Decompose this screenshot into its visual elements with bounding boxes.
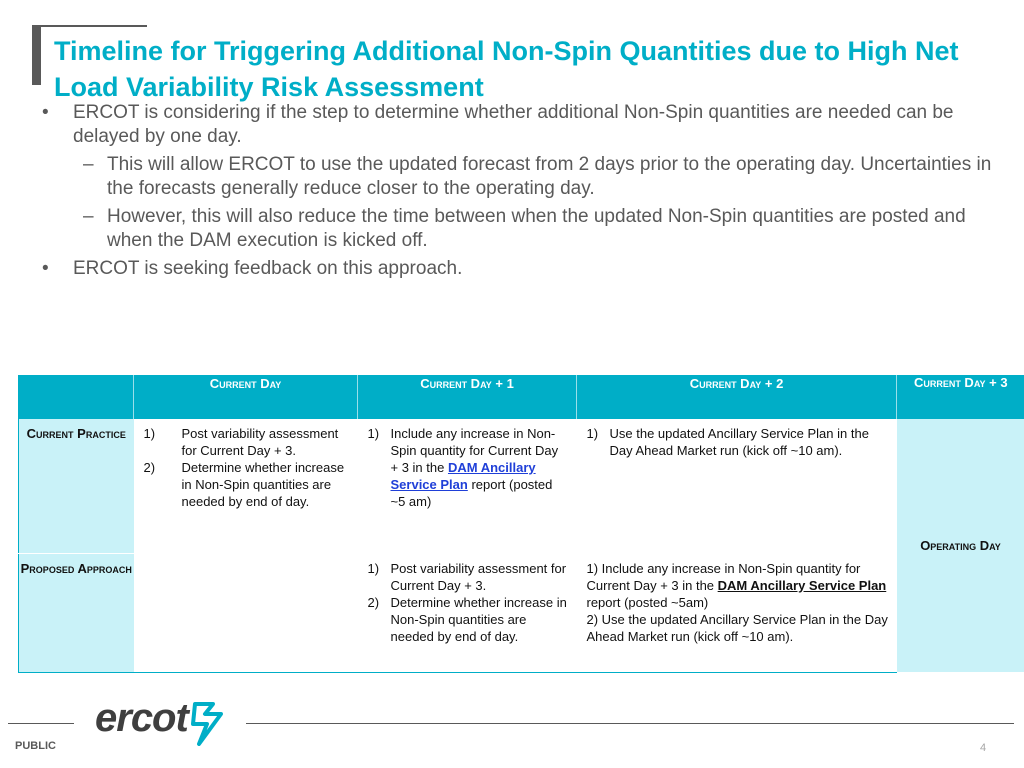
header-cell-empty xyxy=(19,375,134,419)
timeline-table xyxy=(18,375,1024,673)
logo-wordmark: ercot xyxy=(95,696,188,740)
bullet-dash: – xyxy=(83,206,94,227)
cell-proposed-day2 xyxy=(577,554,897,673)
bullet-list xyxy=(40,101,1000,281)
sub-bullet-text: However, this will also reduce the time between when the updated Non-Spin quantities are posted and when the DAM execution is kicked off. xyxy=(107,206,966,251)
proposed-day2-text: 1) Include any increase in Non-Spin quantity for Current Day + 3 in the DAM Ancillary Service Plan report (posted ~5am) 2) Use the updated Ancillary Service Plan in the Day Ahead Market run (kick off ~10 am). xyxy=(586,561,888,644)
list-item: 2) Determine whether increase in Non-Spin quantities are needed by end of day. xyxy=(143,460,345,509)
table-row-current-practice xyxy=(19,419,1024,554)
bullet-item xyxy=(40,257,1000,281)
row-label-proposed-approach: Proposed Approach xyxy=(19,554,134,673)
table-header-row xyxy=(19,375,1024,419)
cell-current-day2 xyxy=(577,419,897,554)
list-item: 1) Post variability assessment for Current Day + 3. xyxy=(367,561,567,593)
header-current-day: Current Day xyxy=(134,375,358,419)
bullet-dot: • xyxy=(42,258,49,279)
header-current-day-1: Current Day + 1 xyxy=(358,375,577,419)
lightning-bolt-icon xyxy=(187,702,227,746)
bullet-dot: • xyxy=(42,102,49,123)
cell-current-day1 xyxy=(358,419,577,554)
row-label-current-practice: Current Practice xyxy=(19,419,134,554)
classification-label: PUBLIC xyxy=(15,740,56,752)
list-item: 1) Post variability assessment for Current Day + 3. xyxy=(143,426,339,458)
list-item: 2) Determine whether increase in Non-Spin quantities are needed by end of day. xyxy=(367,595,567,644)
footer-divider-left xyxy=(8,723,74,724)
bullet-text: ERCOT is considering if the step to determine whether additional Non-Spin quantities are needed can be delayed by one day. xyxy=(73,102,954,147)
sub-bullet-item xyxy=(40,153,1000,201)
cell-proposed-day1 xyxy=(358,554,577,673)
dam-ancillary-service-plan-link[interactable]: DAM Ancillary Service Plan xyxy=(717,578,887,593)
title-bracket-top-line xyxy=(32,25,147,27)
header-current-day-3: Current Day + 3 xyxy=(897,375,1024,419)
page-number: 4 xyxy=(980,742,987,754)
footer-divider-right xyxy=(246,723,1014,724)
cell-operating-day: Operating Day xyxy=(897,419,1024,673)
header-current-day-2: Current Day + 2 xyxy=(577,375,897,419)
sub-bullet-item xyxy=(40,205,1000,253)
list-item: 1) Use the updated Ancillary Service Plan in the Day Ahead Market run (kick off ~10 am). xyxy=(586,426,869,458)
sub-bullet-text: This will allow ERCOT to use the updated forecast from 2 days prior to the operating day. Uncertainties in the forecasts generally reduce closer to the operating day. xyxy=(107,154,992,199)
bullet-item xyxy=(40,101,1000,149)
ercot-logo xyxy=(95,696,230,746)
bullet-text: ERCOT is seeking feedback on this approach. xyxy=(73,258,463,279)
list-item: 1) Include any increase in Non-Spin quantity for Current Day + 3 in the DAM Ancillary Service Plan report (posted ~5 am) xyxy=(367,426,559,509)
page-title: Timeline for Triggering Additional Non-Spin Quantities due to High Net Load Variability Risk Assessment xyxy=(54,36,959,102)
dam-ancillary-service-plan-link[interactable]: DAM Ancillary Service Plan xyxy=(390,460,536,492)
cell-proposed-day0 xyxy=(134,554,358,673)
bullet-dash: – xyxy=(83,154,94,175)
cell-current-day0 xyxy=(134,419,358,554)
title-bracket-bar xyxy=(32,25,41,85)
table-row-proposed-approach xyxy=(19,554,1024,673)
